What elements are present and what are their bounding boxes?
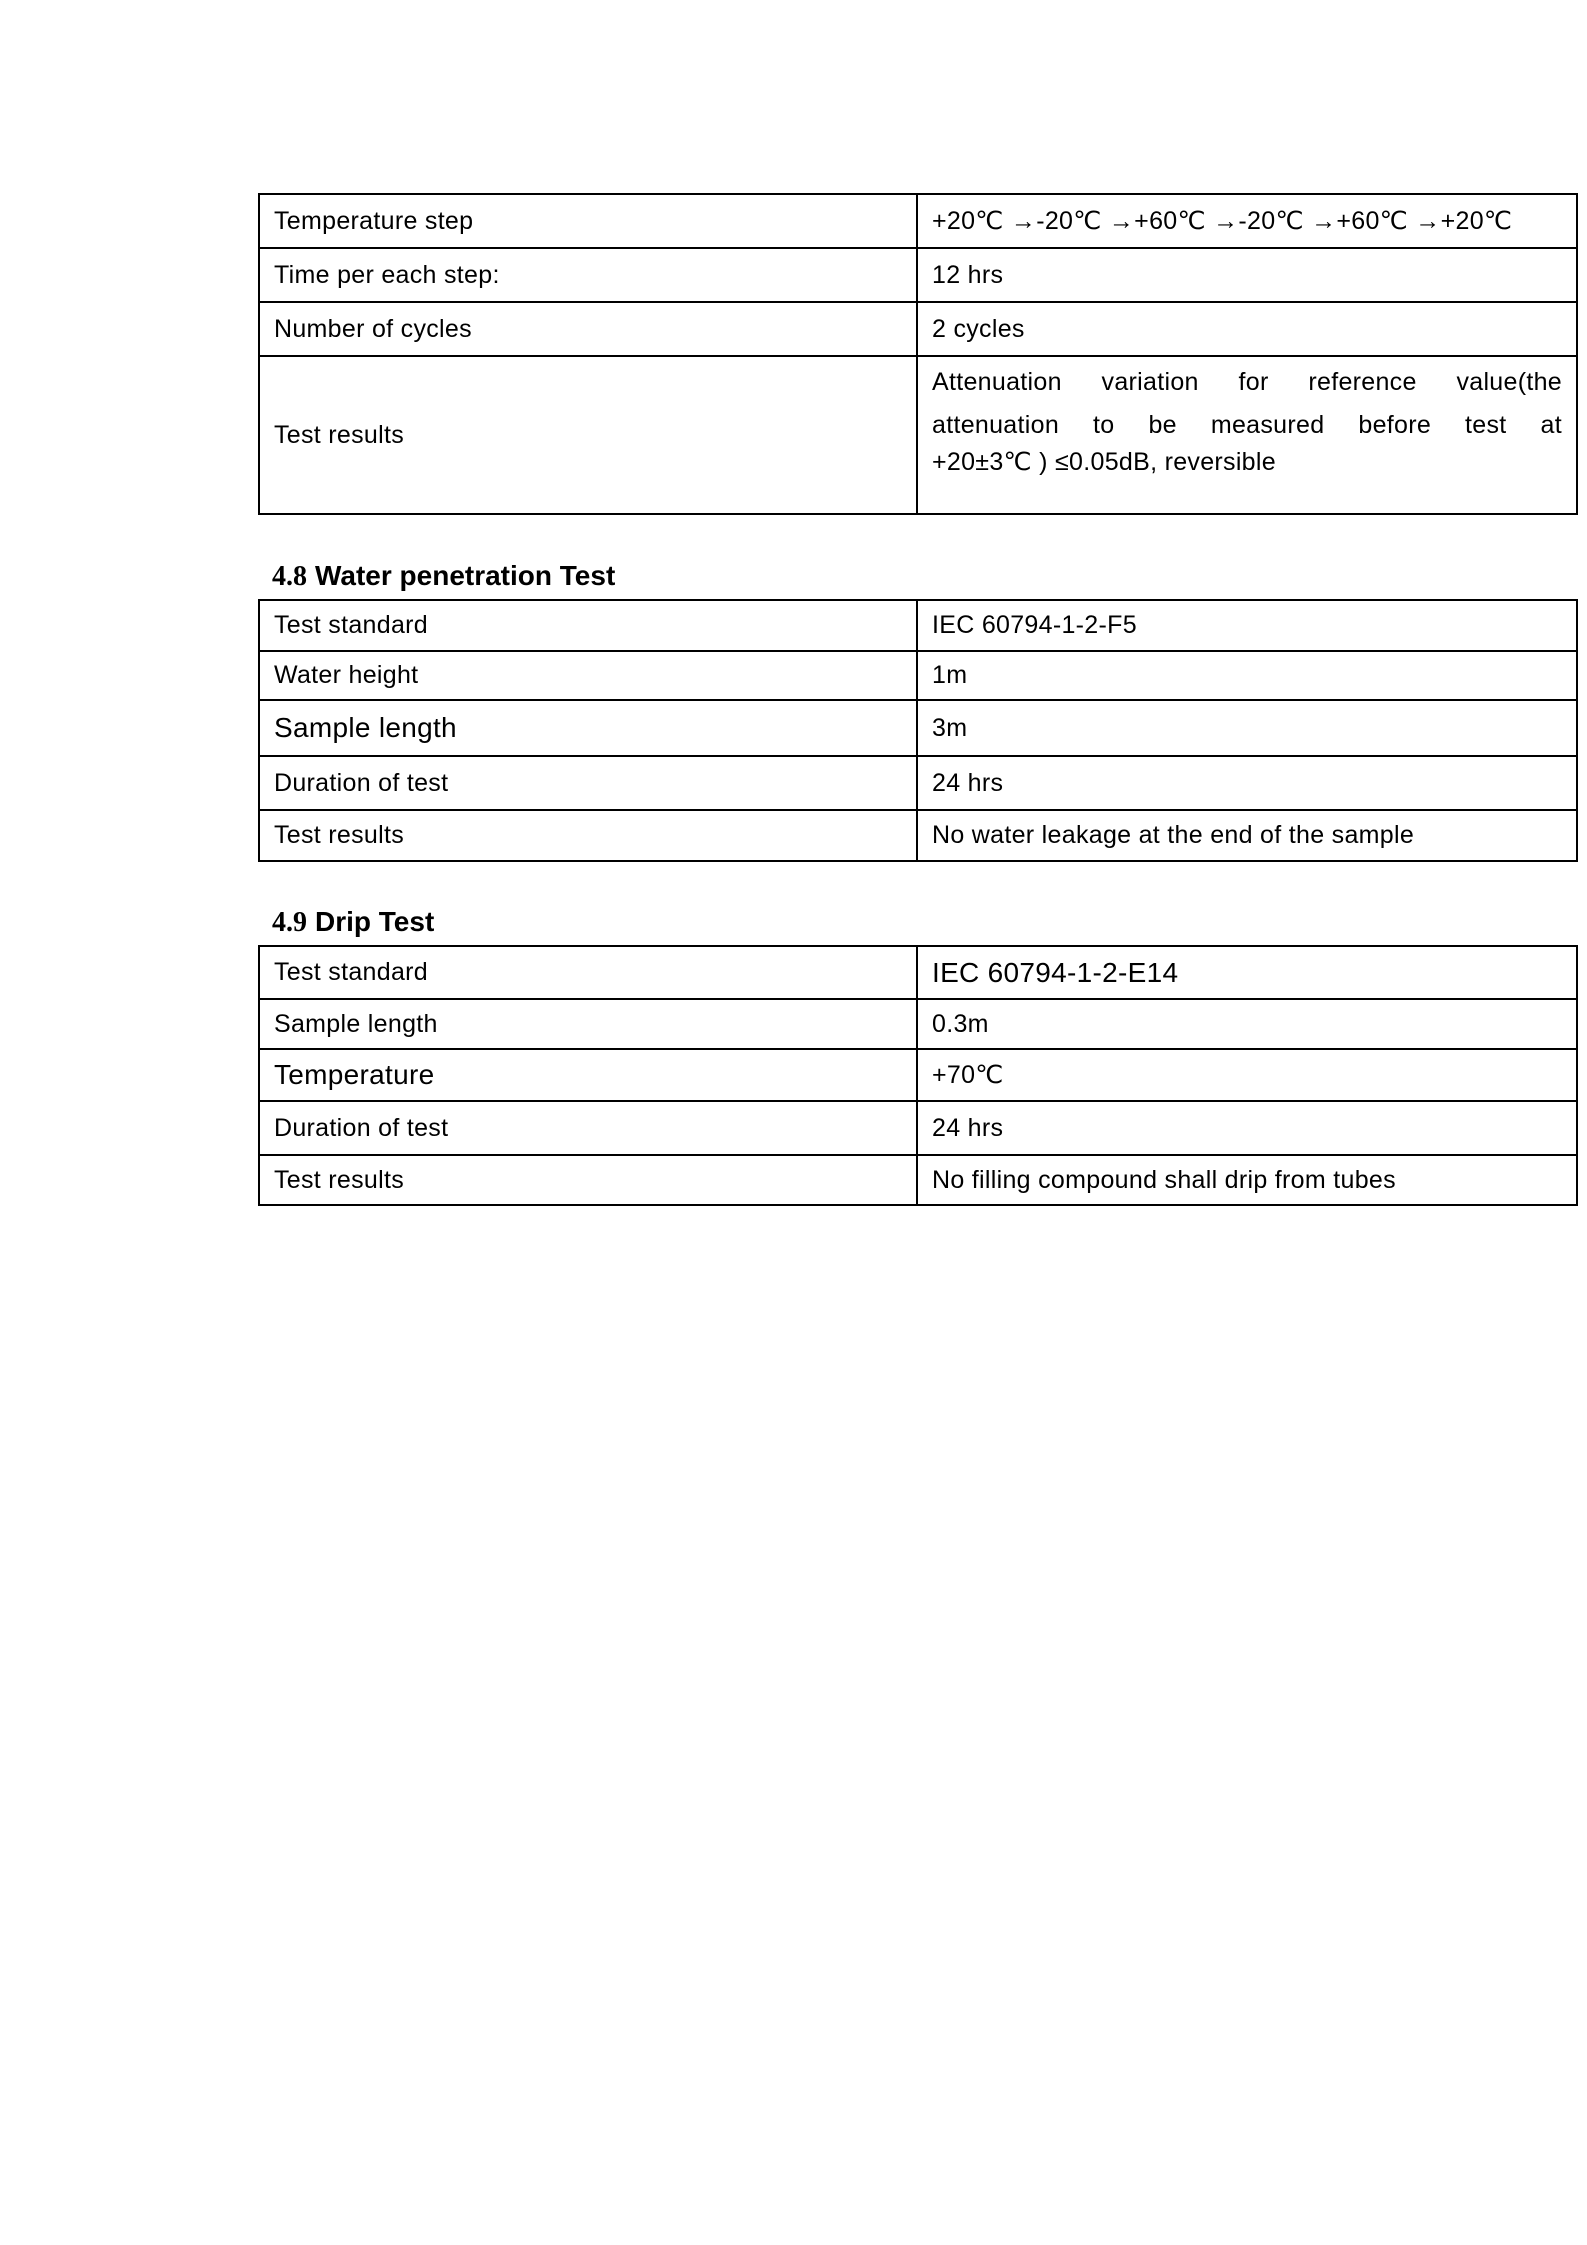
table-row: [259, 756, 1577, 810]
row-label: Number of cycles: [259, 302, 917, 356]
table-row: [259, 194, 1577, 248]
section-heading-drip-test: [272, 906, 434, 939]
row-label: Test results: [259, 810, 917, 861]
section-title: Drip Test: [315, 906, 435, 937]
row-value: IEC 60794-1-2-E14: [917, 946, 1577, 999]
row-label: Temperature: [259, 1049, 917, 1101]
row-label: Sample length: [259, 999, 917, 1049]
row-value: 1m: [917, 651, 1577, 700]
table-row: [259, 356, 1577, 514]
row-value: IEC 60794-1-2-F5: [917, 600, 1577, 651]
table-row: [259, 999, 1577, 1049]
row-label: Water height: [259, 651, 917, 700]
row-value: 24 hrs: [917, 1101, 1577, 1155]
temperature-cycling-table: [258, 193, 1578, 515]
row-value: 3m: [917, 700, 1577, 756]
table-row: [259, 810, 1577, 861]
table-row: [259, 1101, 1577, 1155]
results-last-line: +20±3℃ ) ≤0.05dB, reversible: [932, 448, 1276, 476]
section-number: 4.9: [272, 907, 307, 938]
table-row: [259, 1155, 1577, 1205]
table-row: [259, 946, 1577, 999]
row-label: Test results: [259, 1155, 917, 1205]
row-label: Test standard: [259, 946, 917, 999]
row-value: 2 cycles: [917, 302, 1577, 356]
row-label: Duration of test: [259, 1101, 917, 1155]
table-row: [259, 651, 1577, 700]
row-label: Sample length: [259, 700, 917, 756]
section-number: 4.8: [272, 561, 307, 592]
row-value: No water leakage at the end of the sample: [917, 810, 1577, 861]
results-text: Attenuation variation for reference value(the attenuation to be measured before test at: [932, 368, 1562, 439]
row-value: 0.3m: [917, 999, 1577, 1049]
row-label: Duration of test: [259, 756, 917, 810]
row-label: Temperature step: [259, 194, 917, 248]
row-value: +70℃: [917, 1049, 1577, 1101]
row-label: Test standard: [259, 600, 917, 651]
row-value: 12 hrs: [917, 248, 1577, 302]
row-label: Time per each step:: [259, 248, 917, 302]
row-value: [917, 356, 1577, 514]
row-label: Test results: [259, 356, 917, 514]
row-value: +20℃ →-20℃ →+60℃ →-20℃ →+60℃ →+20℃: [917, 194, 1577, 248]
table-row: [259, 248, 1577, 302]
table-row: [259, 700, 1577, 756]
table-row: [259, 302, 1577, 356]
table-row: [259, 600, 1577, 651]
section-title: Water penetration Test: [315, 560, 616, 591]
drip-test-table: [258, 945, 1578, 1206]
water-penetration-table: [258, 599, 1578, 862]
section-heading-water-penetration: [272, 560, 615, 593]
row-value: 24 hrs: [917, 756, 1577, 810]
row-value: No filling compound shall drip from tubes: [917, 1155, 1577, 1205]
table-row: [259, 1049, 1577, 1101]
